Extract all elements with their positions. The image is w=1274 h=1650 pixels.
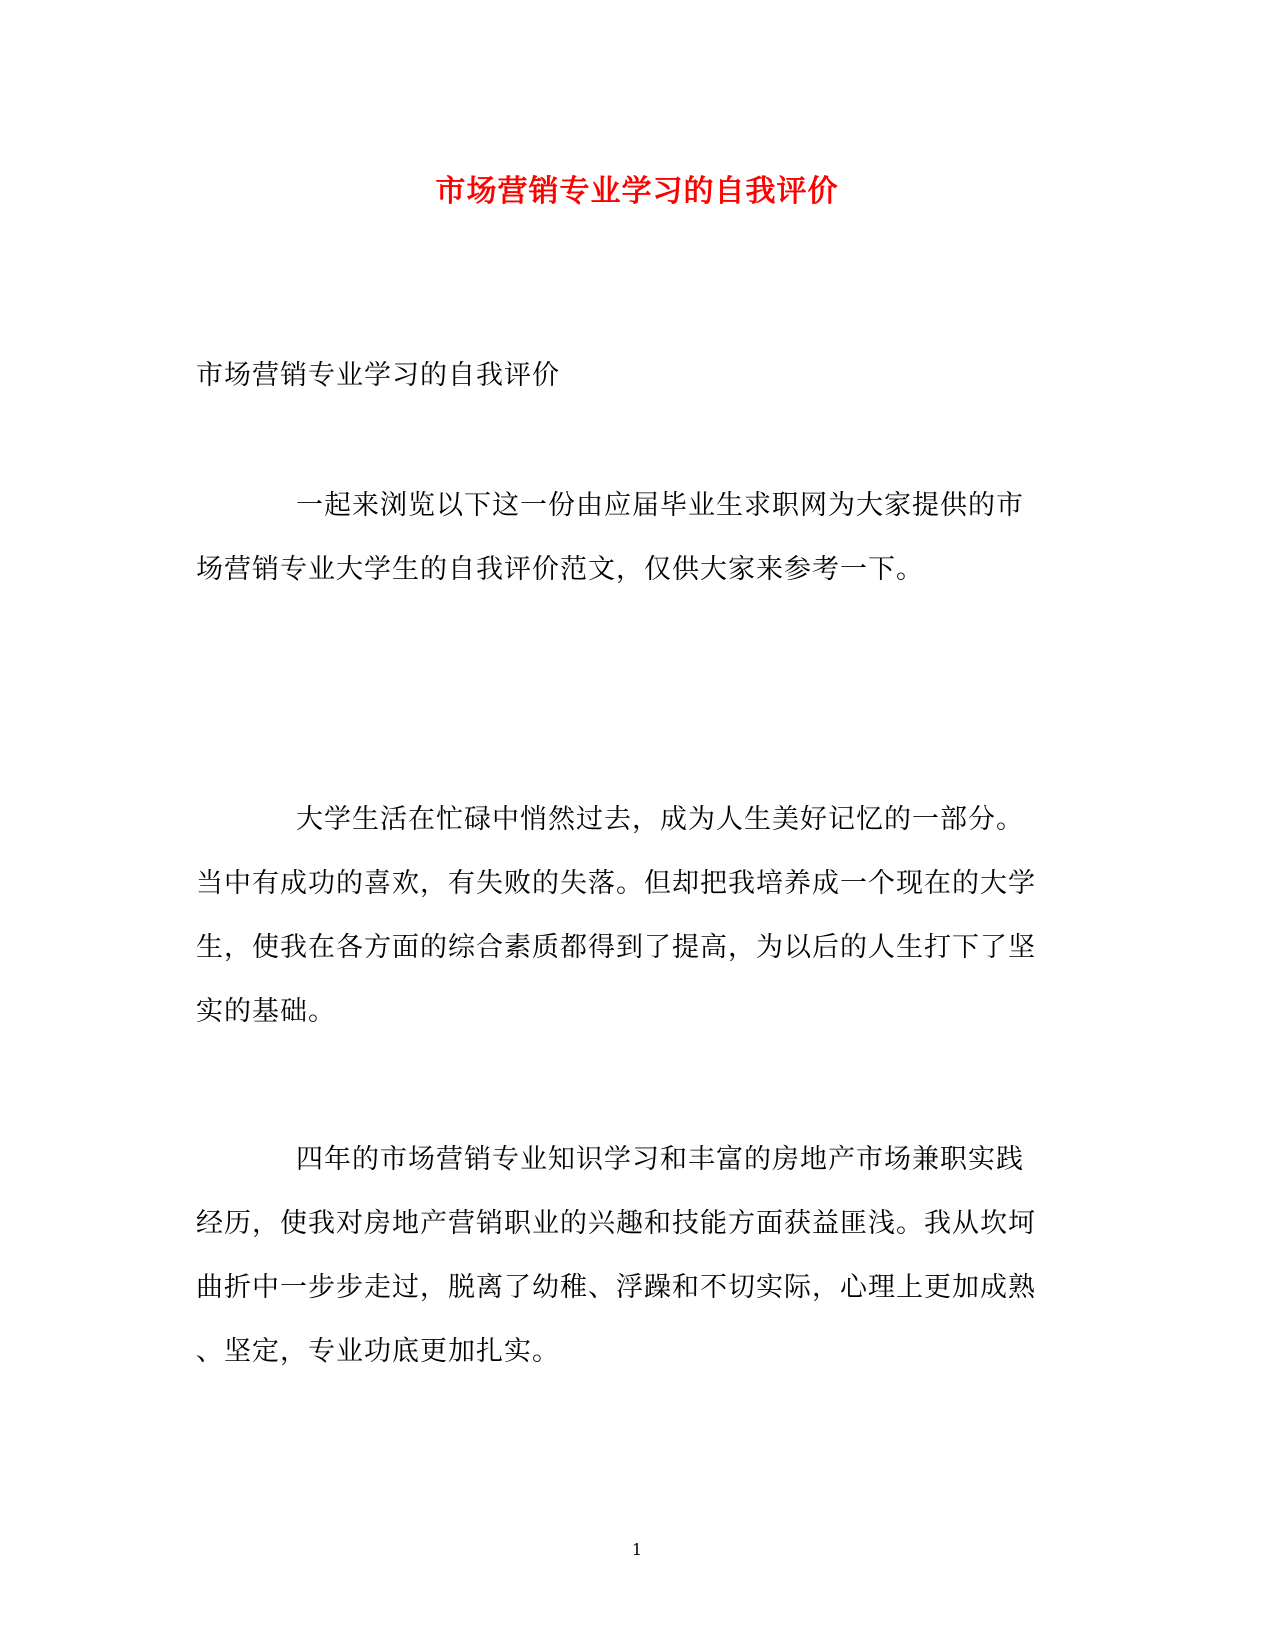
paragraph-2 — [196, 788, 1076, 1044]
page-number: 1 — [631, 1540, 643, 1559]
document-subtitle: 市场营销专业学习的自我评价 — [196, 360, 560, 391]
paragraph-line: 、坚定，专业功底更加扎实。 — [196, 1336, 560, 1367]
document-title: 市场营销专业学习的自我评价 — [435, 174, 839, 209]
paragraph-line: 场营销专业大学生的自我评价范文，仅供大家来参考一下。 — [196, 554, 924, 585]
paragraph-line: 一起来浏览以下这一份由应届毕业生求职网为大家提供的市 — [296, 490, 1024, 521]
paragraph-line: 大学生活在忙碌中悄然过去，成为人生美好记忆的一部分。 — [296, 804, 1024, 835]
paragraph-3 — [196, 1128, 1076, 1384]
paragraph-1 — [196, 474, 1076, 602]
paragraph-line: 曲折中一步步走过，脱离了幼稚、浮躁和不切实际，心理上更加成熟 — [196, 1272, 1036, 1303]
paragraph-line: 生，使我在各方面的综合素质都得到了提高，为以后的人生打下了坚 — [196, 932, 1036, 963]
paragraph-line: 经历，使我对房地产营销职业的兴趣和技能方面获益匪浅。我从坎坷 — [196, 1208, 1036, 1239]
paragraph-line: 实的基础。 — [196, 996, 336, 1027]
paragraph-line: 四年的市场营销专业知识学习和丰富的房地产市场兼职实践 — [296, 1144, 1024, 1175]
paragraph-line: 当中有成功的喜欢，有失败的失落。但却把我培养成一个现在的大学 — [196, 868, 1036, 899]
